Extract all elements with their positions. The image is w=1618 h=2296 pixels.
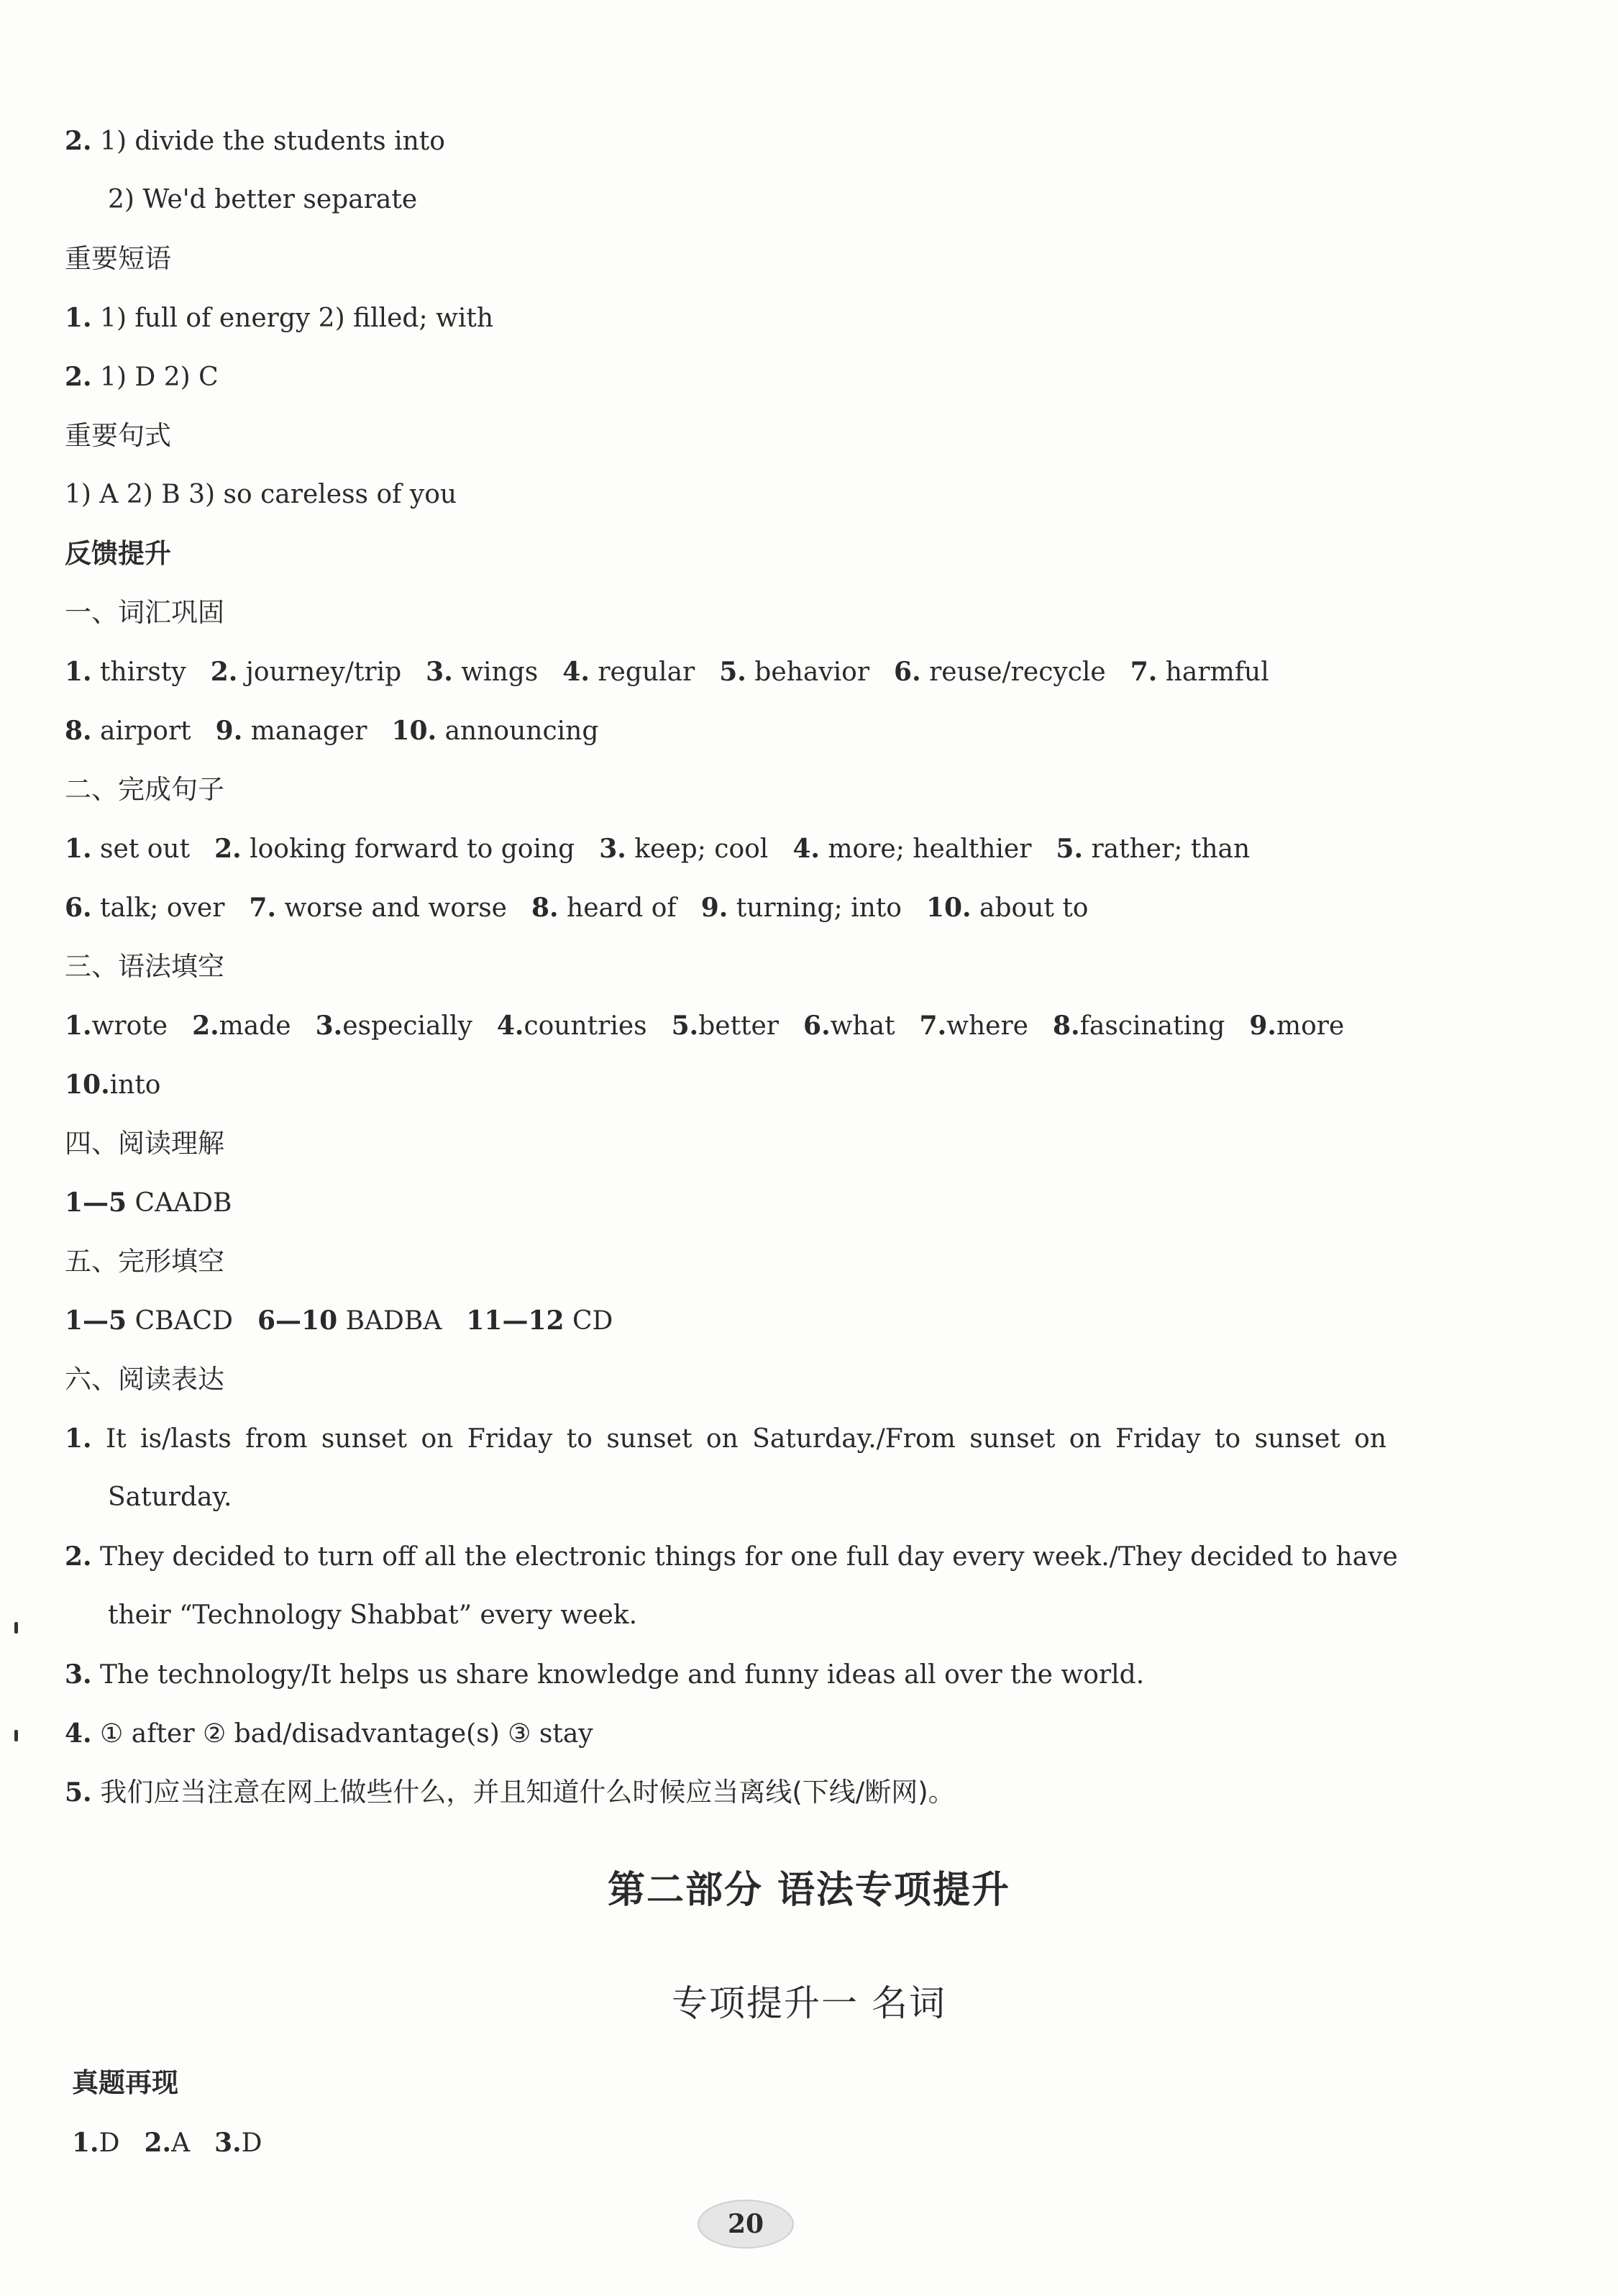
expression-line: 1. It is/lasts from sunset on Friday to sunset on Saturday./From sunset on Friday to sunset on (65, 1423, 1387, 1454)
complete-row: 6. talk; over 7. worse and worse 8. heard of 9. turning; into 10. about to (65, 893, 1089, 923)
reading-row: 1—5 CAADB (65, 1188, 232, 1218)
vocab-row: 1. thirsty 2. journey/trip 3. wings 4. regular 5. behavior 6. reuse/recycle 7. harmful (65, 657, 1269, 687)
part-title: 第二部分 语法专项提升 (607, 1869, 1011, 1912)
section-reading-expression: 六、阅读表达 (65, 1364, 224, 1395)
grammar-row: 1.wrote 2.made 3.especially 4.countries 5.better 6.what 7.where 8.fascinating 9.more (65, 1011, 1345, 1041)
page-number: 20 (698, 2200, 794, 2249)
expression-line: 2. They decided to turn off all the electronic things for one full day every week./They decided to have (65, 1541, 1398, 1572)
heading-real-questions: 真题再现 (72, 2067, 178, 2098)
section-vocab: 一、词汇巩固 (65, 597, 224, 628)
grammar-row: 10.into (65, 1070, 161, 1100)
vocab-row: 8. airport 9. manager 10. announcing (65, 716, 599, 746)
heading-feedback: 反馈提升 (65, 538, 171, 569)
expression-line: Saturday. (108, 1482, 232, 1512)
answer-line: 2) We'd better separate (108, 185, 418, 214)
section-grammar-fill: 三、语法填空 (65, 951, 224, 982)
complete-row: 1. set out 2. looking forward to going 3. keep; cool 4. more; healthier 5. rather; than (65, 834, 1251, 864)
answer-line: 2. 1) D 2) C (65, 362, 219, 392)
section-cloze: 五、完形填空 (65, 1246, 224, 1277)
expression-line: 5. 我们应当注意在网上做些什么，并且知道什么时候应当离线(下线/断网)。 (65, 1777, 955, 1808)
expression-line: their “Technology Shabbat” every week. (108, 1600, 638, 1630)
subheading-sentences: 重要句式 (65, 420, 171, 451)
subheading-phrases: 重要短语 (65, 243, 171, 274)
section-title: 专项提升一 名词 (672, 1982, 946, 2024)
scan-mark (14, 1730, 18, 1741)
scan-mark (14, 1622, 18, 1634)
answer-line: 1. 1) full of energy 2) filled; with (65, 303, 494, 333)
section-reading: 四、阅读理解 (65, 1128, 224, 1159)
answer-line: 1) A 2) B 3) so careless of you (65, 480, 457, 509)
expression-line: 3. The technology/It helps us share knowledge and funny ideas all over the world. (65, 1659, 1145, 1690)
answer-line: 2. 1) divide the students into (65, 126, 445, 156)
section-complete-sentences: 二、完成句子 (65, 774, 224, 805)
real-question-row: 1.D 2.A 3.D (72, 2128, 262, 2158)
expression-line: 4. ① after ② bad/disadvantage(s) ③ stay (65, 1718, 593, 1749)
cloze-row: 1—5 CBACD 6—10 BADBA 11—12 CD (65, 1306, 613, 1336)
